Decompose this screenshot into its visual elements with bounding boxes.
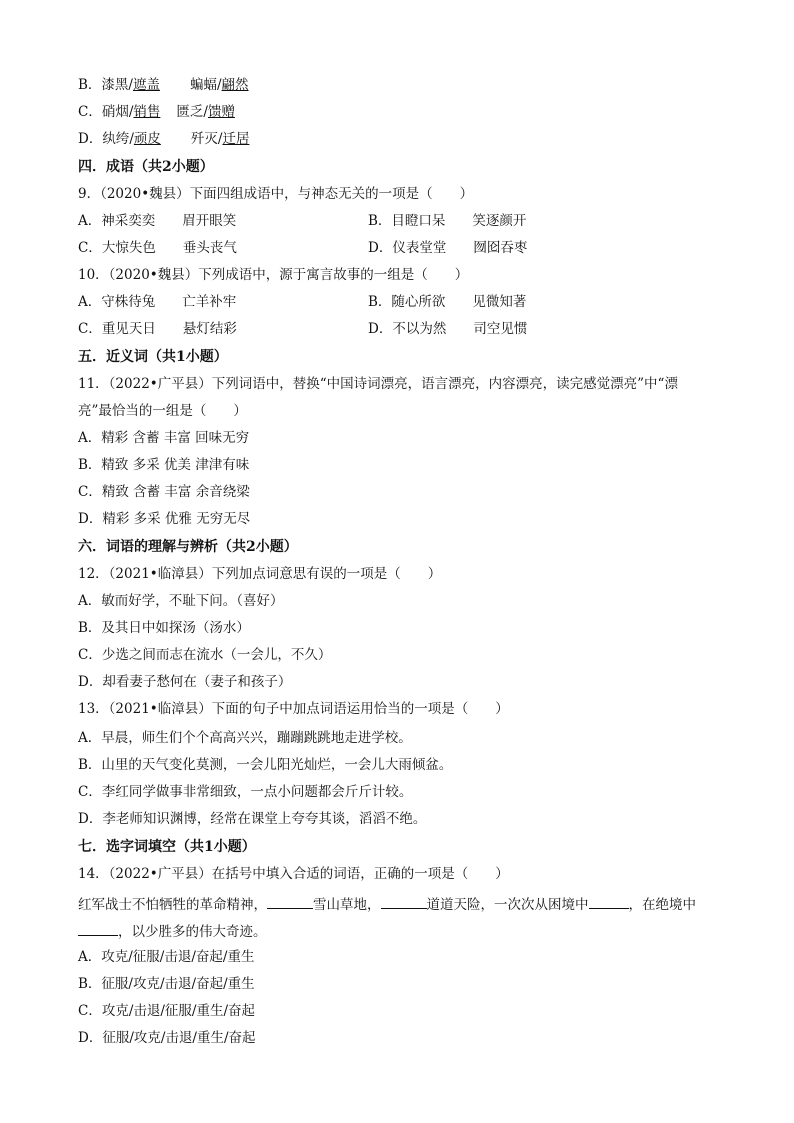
q13-option-c: C．李红同学做事非常细致，一点小问题都会斤斤计较。 [78,784,413,800]
q14-option-c: C．攻克/击退/征服/重生/奋起 [78,1003,256,1019]
blank-2 [381,894,427,909]
q14-passage-line2: ，以少胜多的伟大奇迹。 [78,921,267,941]
q11-stem-line2: 亮”最恰当的一组是（ ） [78,403,247,419]
q13-option-a: A．早晨，师生们个个高高兴兴，蹦蹦跳跳地走进学校。 [78,730,412,746]
q12-option-b: B．及其日中如探汤（汤水） [78,620,250,636]
q14-passage-line1: 红军战士不怕牺牲的革命精神， 雪山草地， 道道天险，一次次从困境中 ，在绝境中 [78,894,696,914]
q11-option-c: C．精致 含蓄 丰富 余音绕梁 [78,484,250,500]
q11-option-b: B．精致 多采 优美 津津有味 [78,457,250,473]
q12-option-a: A．敏而好学，不耻下问。（喜好） [78,593,284,609]
q10-option-a: A．守株待兔 亡羊补牢 [78,294,237,310]
q8-option-b: B．漆黑/遮盖 蝙蝠/翩然 [78,77,249,93]
blank-3 [589,894,629,909]
blank-1 [267,894,313,909]
q14-option-d: D．征服/攻克/击退/重生/奋起 [78,1030,256,1046]
q14-option-b: B．征服/攻克/击退/奋起/重生 [78,976,255,992]
q10-option-b: B．随心所欲 见微知著 [368,294,527,310]
section-heading-idioms: 四．成语（共2小题） [78,159,214,175]
q9-stem: 9．（2020•魏县）下面四组成语中，与神态无关的一项是（ ） [78,186,474,202]
q14-stem: 14．（2022•广平县）在括号中填入合适的词语，正确的一项是（ ） [78,866,509,882]
section-heading-fill-in: 七．选字词填空（共1小题） [78,839,256,855]
q12-stem: 12．（2021•临漳县）下列加点词意思有误的一项是（ ） [78,566,442,582]
q14-option-a: A．攻克/征服/击退/奋起/重生 [78,949,255,965]
section-heading-synonyms: 五．近义词（共1小题） [78,349,228,365]
q12-option-c: C．少选之间而志在流水（一会儿，不久） [78,647,332,663]
q9-option-b: B．目瞪口呆 笑逐颜开 [368,213,527,229]
q11-option-a: A．精彩 含蓄 丰富 回味无穷 [78,430,250,446]
q9-option-d: D．仪表堂堂 囫囵吞枣 [368,240,528,256]
q10-option-d: D．不以为然 司空见惯 [368,321,528,337]
q9-option-a: A．神采奕奕 眉开眼笑 [78,213,237,229]
q10-option-c: C．重见天日 悬灯结彩 [78,321,237,337]
q12-option-d: D．却看妻子愁何在（妻子和孩子） [78,674,292,690]
q8-option-d: D．纨绔/顽皮 歼灭/迁居 [78,131,250,147]
q9-option-c: C．大惊失色 垂头丧气 [78,240,237,256]
section-heading-word-analysis: 六．词语的理解与辨析（共2小题） [78,539,298,555]
q13-option-b: B．山里的天气变化莫测，一会儿阳光灿烂，一会儿大雨倾盆。 [78,757,453,773]
q8-option-c: C．硝烟/销售 匮乏/馈赠 [78,104,235,120]
blank-4 [78,921,118,936]
q13-option-d: D．李老师知识渊博，经常在课堂上夸夸其谈，滔滔不绝。 [78,811,427,827]
q11-option-d: D．精彩 多采 优雅 无穷无尽 [78,511,251,527]
q13-stem: 13．（2021•临漳县）下面的句子中加点词语运用恰当的一项是（ ） [78,701,509,717]
q11-stem-line1: 11．（2022•广平县）下列词语中，替换“中国诗词漂亮，语言漂亮，内容漂亮，读完感觉漂亮”中“漂 [78,376,678,392]
q10-stem: 10．（2020•魏县）下列成语中，源于寓言故事的一组是（ ） [78,267,469,283]
